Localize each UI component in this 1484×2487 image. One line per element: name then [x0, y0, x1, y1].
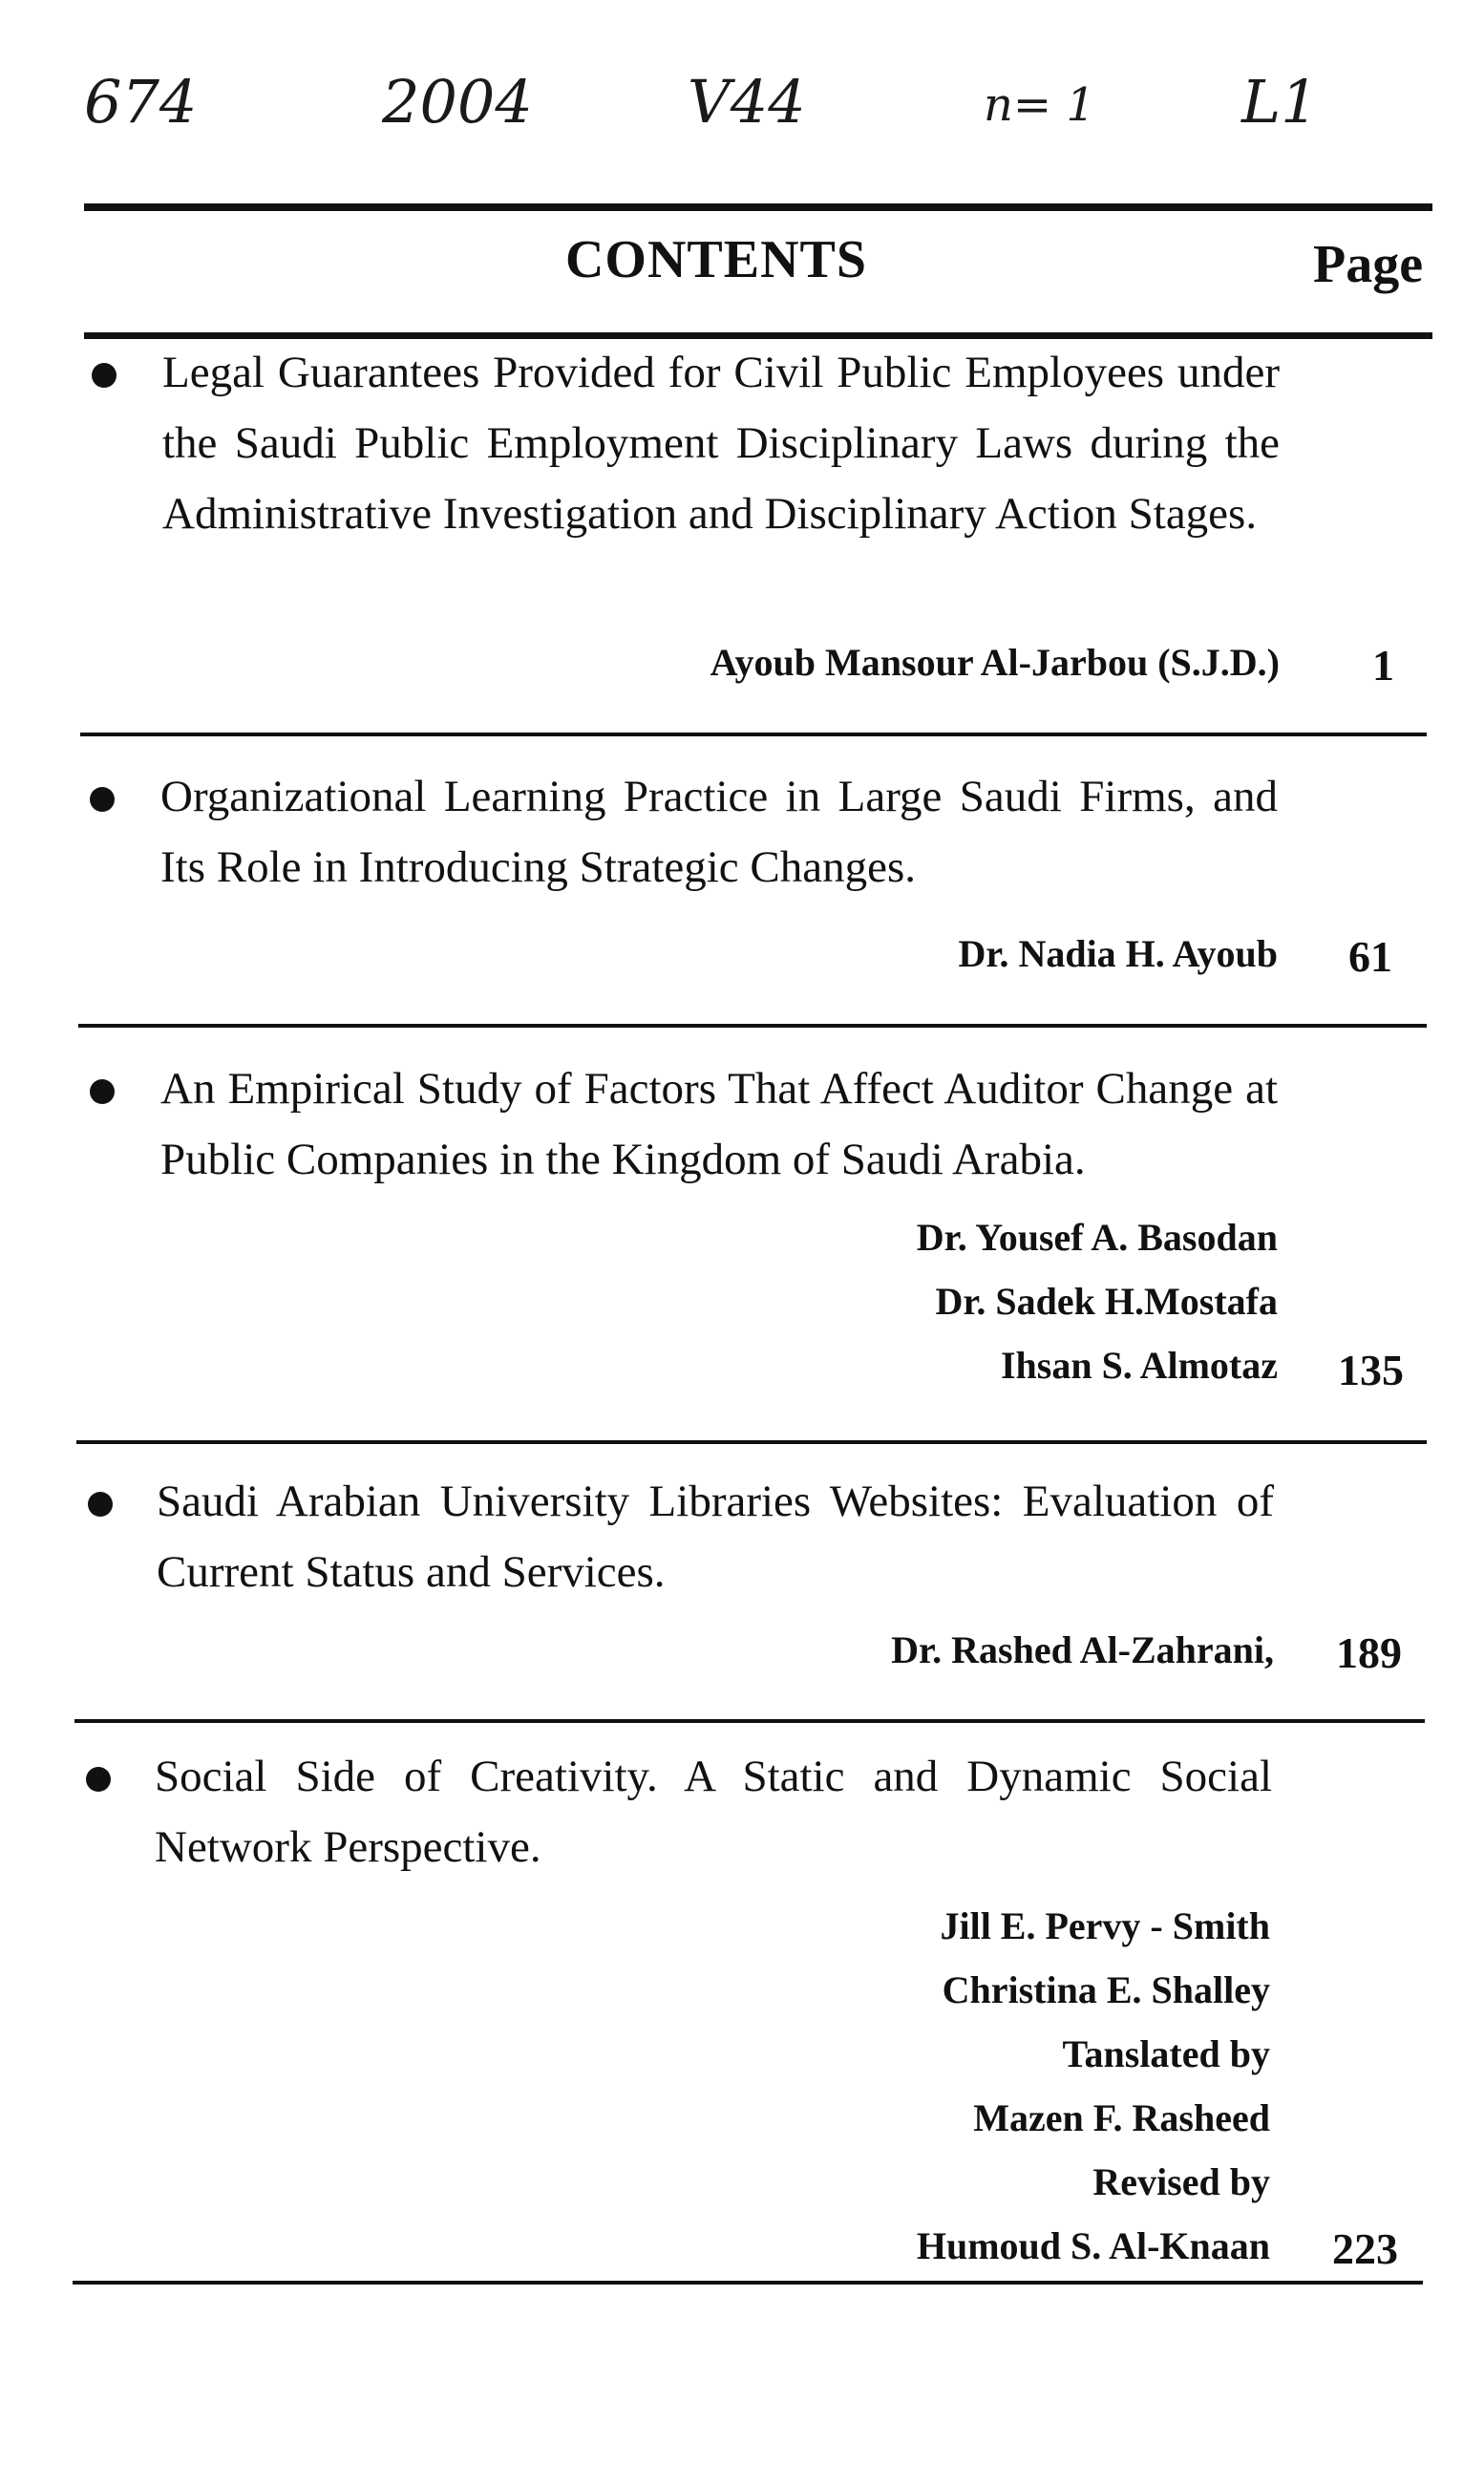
entry-author: Ayoub Mansour Al-Jarbou (S.J.D.) [710, 641, 1280, 684]
entry-page-number: 61 [1348, 932, 1392, 981]
entry-page-number: 135 [1338, 1346, 1404, 1394]
bullet-icon [90, 1079, 115, 1104]
entry-author: Mazen F. Rasheed [973, 2096, 1270, 2139]
entry-authors [477, 1205, 1278, 1397]
entry-authors [477, 1894, 1270, 2278]
entry-author: Humoud S. Al-Knaan [916, 2224, 1270, 2267]
entry-page-number: 189 [1336, 1628, 1402, 1677]
handwritten-note-part: V44 [688, 67, 806, 137]
entry-separator [80, 733, 1427, 736]
bullet-icon [86, 1767, 111, 1792]
entry-author: Dr. Nadia H. Ayoub [958, 932, 1278, 975]
handwritten-note-part: n= 1 [984, 78, 1095, 132]
entry-author: Tanslated by [1062, 2032, 1270, 2075]
entry-title: An Empirical Study of Factors That Affect Auditor Change at Public Companies in the Kingdom of Saudi Arabia. [160, 1064, 1278, 1184]
handwritten-note-part: 674 [84, 67, 198, 137]
handwritten-note-part: L1 [1241, 67, 1319, 137]
entry-authors [477, 922, 1278, 986]
entry-title: Organizational Learning Practice in Large Saudi Firms, and Its Role in Introducing Strategic Changes. [160, 772, 1278, 892]
bullet-icon [90, 787, 115, 812]
header-top-rule [84, 203, 1432, 211]
entry-author: Dr. Rashed Al-Zahrani, [891, 1628, 1274, 1671]
entry-author: Dr. Yousef A. Basodan [916, 1216, 1278, 1259]
handwritten-catalog-note [67, 38, 1404, 153]
page-column-heading: Page [1313, 235, 1424, 294]
entry-page-number: 223 [1332, 2224, 1398, 2273]
entry-title: Saudi Arabian University Libraries Websites: Evaluation of Current Status and Services. [157, 1477, 1274, 1597]
handwritten-note-part: 2004 [382, 67, 533, 137]
entry-author: Dr. Sadek H.Mostafa [935, 1280, 1278, 1323]
entry-separator [78, 1024, 1427, 1028]
entry-separator [73, 2281, 1423, 2285]
bullet-icon [88, 1492, 113, 1517]
entry-authors [477, 1618, 1274, 1682]
entry-title: Social Side of Creativity. A Static and Dynamic Social Network Perspective. [155, 1752, 1272, 1872]
entry-author: Christina E. Shalley [942, 1968, 1270, 2011]
contents-heading: CONTENTS [564, 230, 868, 289]
entry-author: Revised by [1092, 2160, 1270, 2203]
entry-separator [76, 1440, 1427, 1444]
entry-page-number: 1 [1372, 641, 1394, 690]
entry-author: Ihsan S. Almotaz [1000, 1344, 1278, 1387]
entry-author: Jill E. Pervy - Smith [940, 1904, 1270, 1947]
entry-separator [74, 1719, 1425, 1723]
bullet-icon [92, 363, 117, 388]
entry-title: Legal Guarantees Provided for Civil Public Employees under the Saudi Public Employment Disciplinary Laws during the Administrative Investigation and Disciplinary Action Stages. [162, 348, 1280, 539]
entry-authors [477, 630, 1280, 694]
